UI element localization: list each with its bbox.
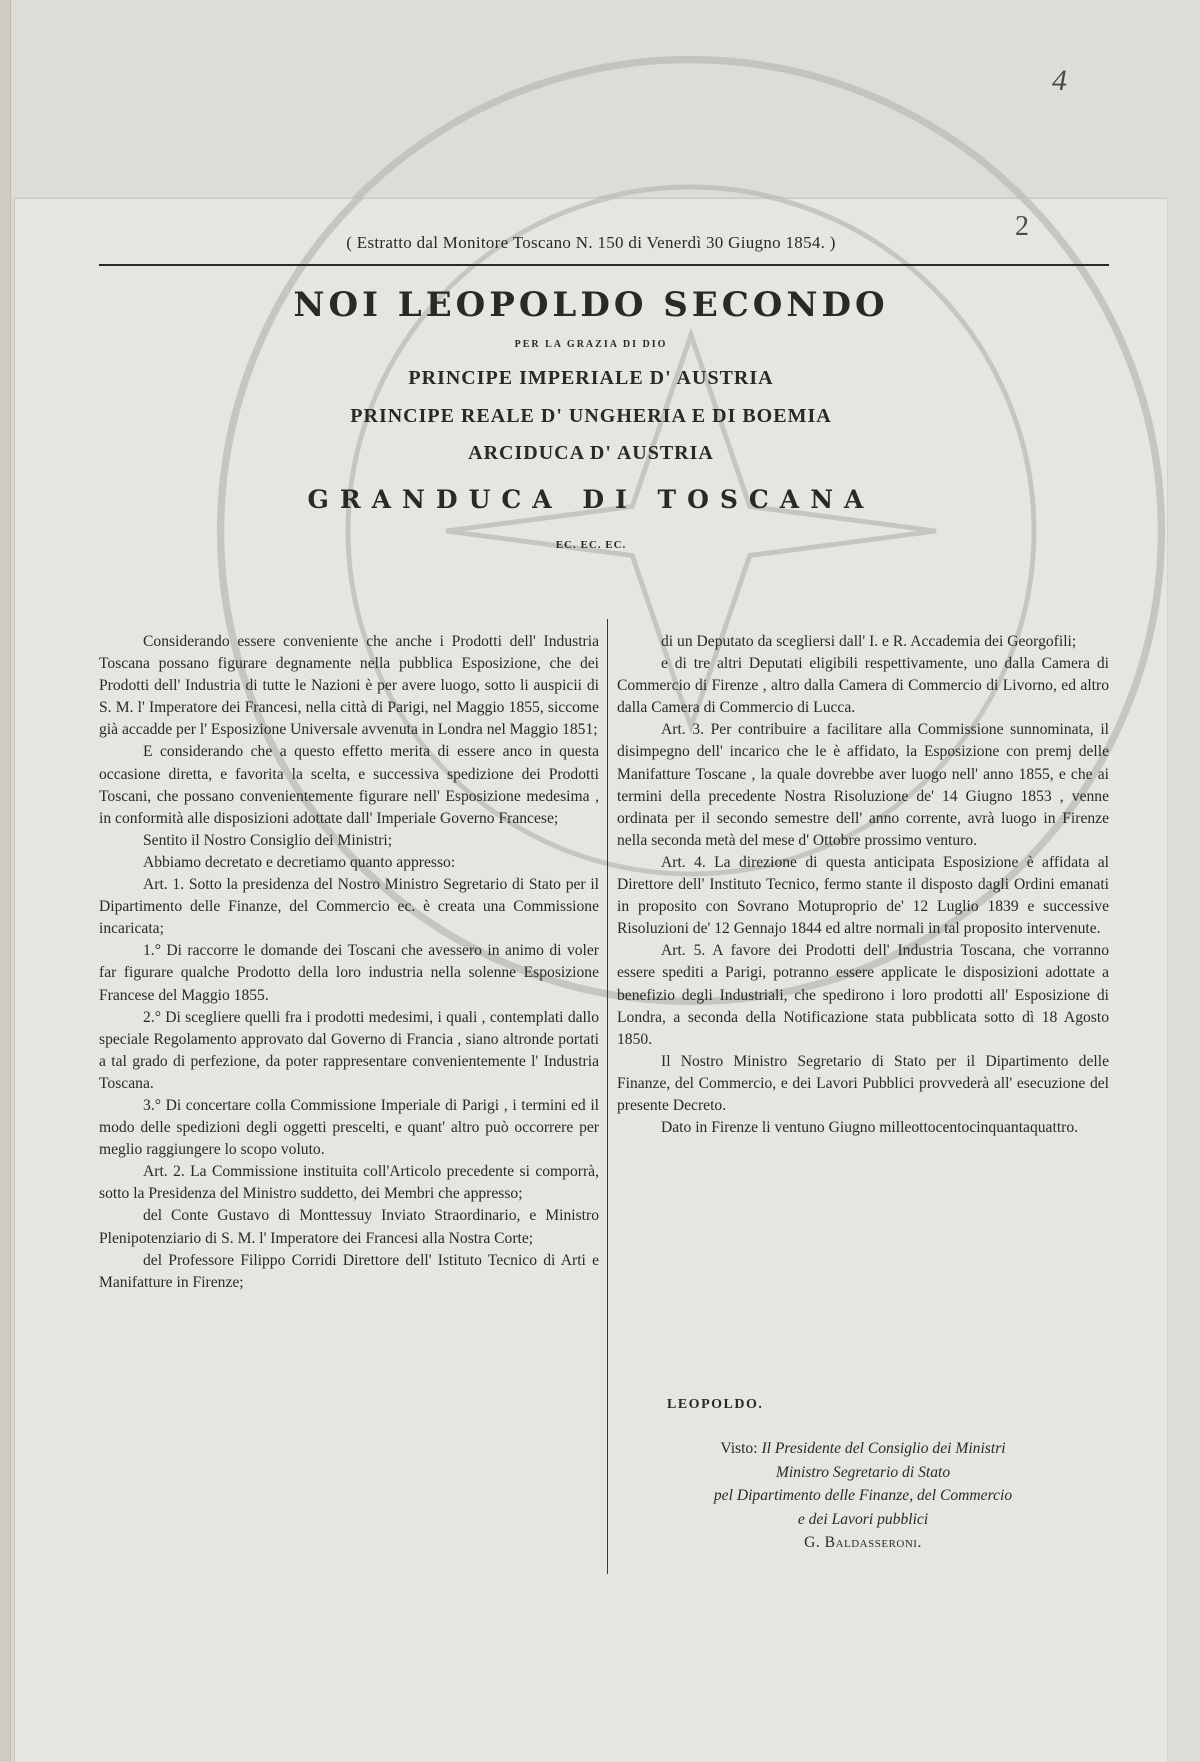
visto-name: G. Baldasseroni. xyxy=(804,1534,922,1551)
title-line-1: PRINCIPE IMPERIALE D' AUSTRIA xyxy=(408,367,774,389)
ec-line: EC. EC. EC. xyxy=(555,539,627,551)
page-number: 2 xyxy=(1015,211,1029,242)
header-rule xyxy=(99,264,1109,266)
left-column xyxy=(99,631,599,1294)
visto-line-4: e dei Lavori pubblici xyxy=(797,1510,929,1528)
visto-line-2: Ministro Segretario di Stato xyxy=(775,1463,951,1481)
title-line-3: ARCIDUCA D' AUSTRIA xyxy=(468,442,714,464)
paragraph: Sentito il Nostro Consiglio dei Ministri; xyxy=(143,831,393,849)
granduca-line: GRANDUCA DI TOSCANA xyxy=(307,485,875,514)
paragraph: Art. 3. Per contribuire a facilitare alla Commissione sunnominata, il disimpegno dell' incarico che le è affidato, la Esposizione con premj delle Manifatture Toscane , la quale dovrebbe aver luogo nell' anno 1855, e che ai termini della precedente Nostra Risoluzione de' 14 Giugno 1853 , venne ordinata per il secondo semestre dell' anno corrente, avrà luogo in Firenze nella seconda metà del mese d' Ottobre prossimo venturo. xyxy=(617,721,1109,849)
visto-line-3: pel Dipartimento delle Finanze, del Commercio xyxy=(713,1487,1013,1504)
paragraph: Abbiamo decretato e decretiamo quanto appresso: xyxy=(143,853,456,871)
paragraph: del Conte Gustavo di Monttessuy Inviato Straordinario, e Ministro Plenipotenziario di S. M. l' Imperatore dei Francesi alla Nostra Corte; xyxy=(99,1207,599,1247)
paragraph: di un Deputato da scegliersi dall' I. e R. Accademia dei Georgofili; xyxy=(661,633,1077,650)
paragraph: e di tre altri Deputati eligibili respettivamente, uno dalla Camera di Commercio di Firenze , altro dalla Camera di Commercio di Livorno, ed altro dalla Camera di Commercio di Lucca. xyxy=(617,655,1109,717)
decree-page xyxy=(14,198,1167,1762)
visto-line-1: Il Presidente del Consiglio dei Ministri xyxy=(761,1440,1006,1457)
paragraph: Considerando essere conveniente che anche i Prodotti dell' Industria Toscana possano figurare degnamente nella pubblica Esposizione, che dei Prodotti dell' Industria di tutte le Nazioni è per avere luogo, sotto li auspicii di S. M. l' Imperatore dei Francesi, nella città di Parigi, nel Maggio 1855, siccome già accadde per l' Esposizione Universale avvenuta in Londra nel Maggio 1851; xyxy=(99,633,599,739)
paragraph: Art. 4. La direzione di questa anticipata Esposizione è affidata al Direttore dell' Instituto Tecnico, fermo stante il disposto dagli Ordini emanati in proposito con Sovrano Motuproprio de' 12 Luglio 1839 e successive Risoluzioni de' 12 Gennajo 1844 ed altre normali in tal proposito intervenute. xyxy=(617,853,1109,938)
grazia-line: PER LA GRAZIA DI DIO xyxy=(514,339,668,350)
paragraph: 1.° Di raccorre le domande dei Toscani che avessero in animo di voler far figurare qualche Prodotto della loro industria nella solenne Esposizione Francese del Maggio 1855. xyxy=(99,942,599,1004)
paragraph: 2.° Di scegliere quelli fra i prodotti medesimi, i quali , contemplati dallo speciale Regolamento approvato dal Governo di Francia , siano altronde portati a tal grado di perfezione, da poter rappresentare convenientemente l' Industria Toscana. xyxy=(99,1008,599,1092)
paragraph: 3.° Di concertare colla Commissione Imperiale di Parigi , i termini ed il modo delle spedizioni degli oggetti prescelti, e quant' altro può occorrere per meglio raggiungere lo scopo voluto. xyxy=(99,1096,599,1159)
left-sheet-edge xyxy=(0,0,11,1761)
decree-title: NOI LEOPOLDO SECONDO xyxy=(293,285,889,325)
paragraph: Il Nostro Ministro Segretario di Stato per il Dipartimento delle Finanze, del Commercio, e dei Lavori Pubblici provvederà all' esecuzione del presente Decreto. xyxy=(617,1052,1109,1114)
paragraph: del Professore Filippo Corridi Direttore dell' Istituto Tecnico di Arti e Manifatture in Firenze; xyxy=(99,1251,599,1291)
paragraph: Art. 5. A favore dei Prodotti dell' Industria Toscana, che vorranno essere spediti a Parigi, potranno essere applicate le disposizioni adottate a benefizio degli Industriali, che spedirono i loro prodotti all' Esposizione di Londra, a seconda della Notificazione stata pubblicata sotto dì 18 Agosto 1850. xyxy=(617,942,1109,1048)
right-column xyxy=(617,631,1109,1139)
page-number-back: 4 xyxy=(1052,64,1067,97)
paragraph: Dato in Firenze li ventuno Giugno milleottocentocinquantaquattro. xyxy=(661,1119,1079,1137)
visto-label: Visto: xyxy=(720,1440,758,1457)
countersignature-block xyxy=(617,1437,1109,1555)
extract-line: ( Estratto dal Monitore Toscano N. 150 di Venerdì 30 Giugno 1854. ) xyxy=(346,233,836,252)
paragraph: Art. 2. La Commissione instituita coll'Articolo precedente si comporrà, sotto la Presidenza del Ministro suddetto, dei Membri che appresso; xyxy=(99,1163,599,1203)
signature-leopoldo: LEOPOLDO. xyxy=(667,1397,764,1412)
paragraph: E considerando che a questo effetto merita di essere anco in questa occasione diretta, e favorita la scelta, e successiva spedizione dei Prodotti Toscani, che possano convenientemente figurare nell' Esposizione medesima , in conformità alle disposizioni adottate dall' Imperiale Governo Francese; xyxy=(99,743,599,827)
title-line-2: PRINCIPE REALE D' UNGHERIA E DI BOEMIA xyxy=(350,405,832,427)
column-divider xyxy=(607,619,608,1574)
paragraph: Art. 1. Sotto la presidenza del Nostro Ministro Segretario di Stato per il Dipartimento delle Finanze, del Commercio ec. è creata una Commissione incaricata; xyxy=(99,876,599,938)
